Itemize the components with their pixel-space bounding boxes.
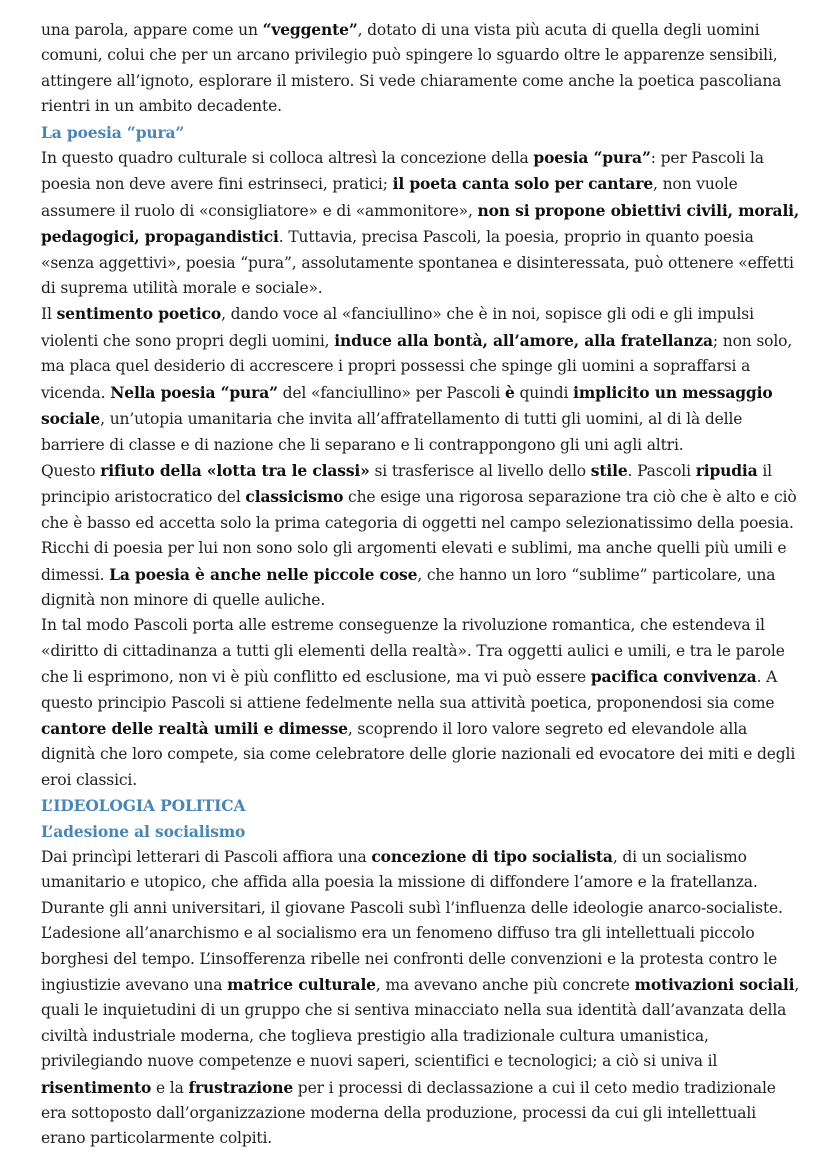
paragraph-sentimento-poetico: Il sentimento poetico, dando voce al «fanciullino» che è in noi, sopisce gli odi e gli impulsi violenti che sono propri degli uomini, induce alla bontà, all’amore, alla fratellanza; non solo, ma placa quel desiderio di accrescere i propri possessi che spinge gli uomini a sopraffarsi a vicenda. Nella poesia “pura” del «fanciullino» per Pascoli è quindi implicito un messaggio sociale, un’utopia umanitaria che invita all’affratellamento di tutti gli uomini, al di là delle barriere di classe e di nazione che li separano e li contrappongono gli uni agli altri. [41,304,793,454]
paragraph-rifiuto-lotta: Questo rifiuto della «lotta tra le classi» si trasferisce al livello dello stile. Pascoli ripudia il principio aristocratico del classicismo che esige una rigorosa separazione tra ciò che è alto e ciò che è basso ed accetta solo la prima categoria di oggetti nel campo selezionatissimo della poesia. Ricchi di poesia per lui non sono solo gli argomenti elevati e sublimi, ma anche quelli più umili e dimessi. La poesia è anche nelle piccole cose, che hanno un loro “sublime” particolare, una dignità non minore di quelle auliche. [41,460,797,609]
heading-poesia-pura: La poesia “pura” [41,122,185,142]
paragraph-rivoluzione-romantica: In tal modo Pascoli porta alle estreme conseguenze la rivoluzione romantica, che estendeva il «diritto di cittadinanza a tutti gli elementi della realtà». Tra oggetti aulici e umili, e tra le parole che li esprimono, non vi è più conflitto ed esclusione, ma vi può essere pacifica convivenza. A questo principio Pascoli si attiene fedelmente nella sua attività poetica, proponendosi sia come cantore delle realtà umili e dimesse, scoprendo il loro valore segreto ed elevandole alla dignità che loro compete, sia come celebratore delle glorie nazionali ed evocatore dei miti e degli eroi classici. [41,616,796,789]
heading-adesione-socialismo: L’adesione al socialismo [41,821,246,841]
heading-ideologia-politica: L’IDEOLOGIA POLITICA [41,796,246,816]
paragraph-socialismo: Dai princìpi letterari di Pascoli affiora una concezione di tipo socialista, di un socialismo umanitario e utopico, che affida alla poesia la missione di diffondere l’amore e la fratellanza. Durante gli anni universitari, il giovane Pascoli subì l’influenza delle ideologie anarco-socialiste. L’adesione all’anarchismo e al socialismo era un fenomeno diffuso tra gli intellettuali piccolo borghesi del tempo. L’insofferenza ribelle nei confronti delle convenzioni e la protesta contro le ingiustizie avevano una matrice culturale, ma avevano anche più concrete motivazioni sociali, quali le inquietudini di un gruppo che si sentiva minacciato nella sua identità dall’avanzata della civiltà industriale moderna, che toglieva prestigio alla tradizionale cultura umanistica, privilegiando nuove competenze e nuovi saperi, scientifici e tecnologici; a ciò si univa il risentimento e la frustrazione per i processi di declassazione a cui il ceto medio tradizionale era sottoposto dall’organizzazione moderna della produzione, processi da cui gli intellettuali erano particolarmente colpiti. [41,847,800,1148]
document-body [41,17,801,1152]
paragraph-poesia-pura: In questo quadro culturale si colloca altresì la concezione della poesia “pura”: per Pascoli la poesia non deve avere fini estrinseci, pratici; il poeta canta solo per cantare, non vuole assumere il ruolo di «consigliatore» e di «ammonitore», non si propone obiettivi civili, morali, pedagogici, propagandistici. Tuttavia, precisa Pascoli, la poesia, proprio in quanto poesia «senza aggettivi», poesia “pura”, assolutamente spontanea e disinteressata, può ottenere «effetti di suprema utilità morale e sociale». [41,148,800,298]
paragraph-veggente: una parola, appare come un “veggente”, dotato di una vista più acuta di quella degli uomini comuni, colui che per un arcano privilegio può spingere lo sguardo oltre le apparenze sensibili, attingere all’ignoto, esplorare il mistero. Si vede chiaramente come anche la poetica pascoliana rientri in un ambito decadente. [41,20,782,116]
